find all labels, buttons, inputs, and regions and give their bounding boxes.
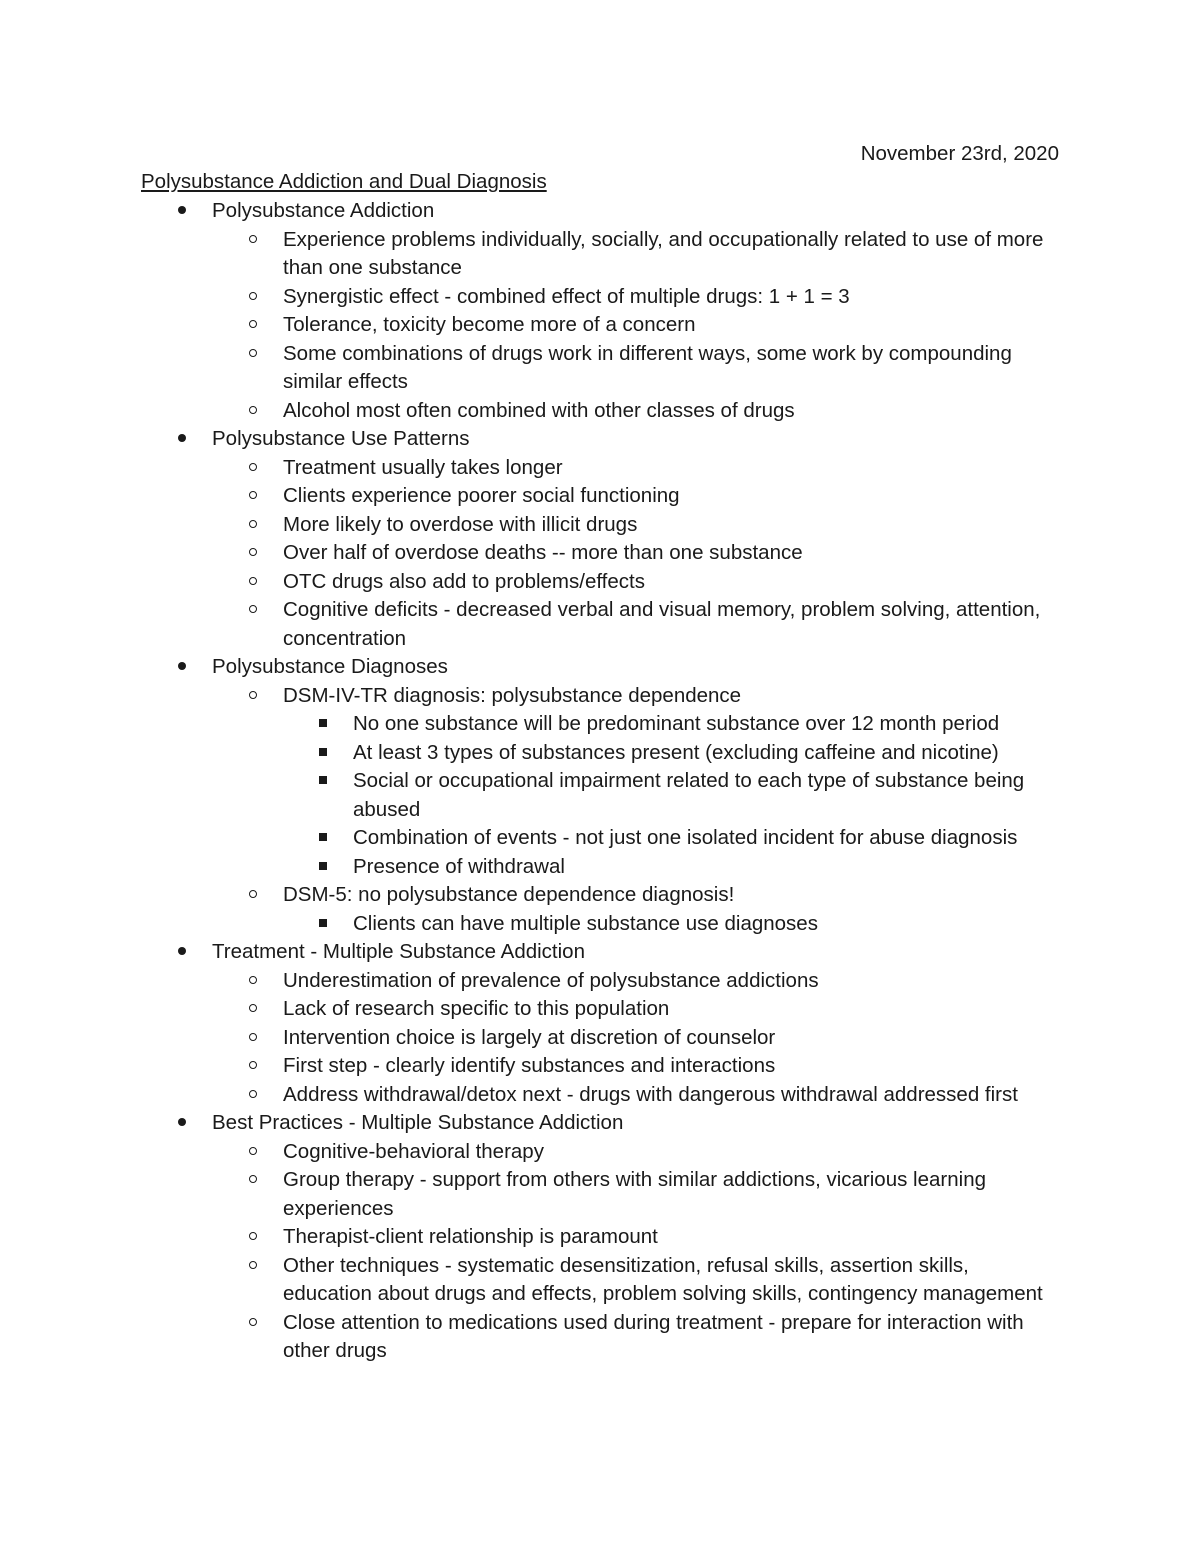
list-item [141,1081,1061,1110]
list-item-text: Tolerance, toxicity become more of a concern [283,313,696,336]
list-item [141,511,1061,540]
list-item [141,1052,1061,1081]
circle-bullet-icon [243,881,263,910]
circle-bullet-icon [243,1081,263,1110]
section-item [141,197,1061,425]
list-item-text: Some combinations of drugs work in different ways, some work by compounding similar effects [283,341,1012,393]
list-item [141,995,1061,1024]
list-item-text: Treatment usually takes longer [283,455,563,479]
list-item [141,1166,1061,1223]
circle-bullet-icon [243,397,263,426]
list-item [141,881,1061,938]
list-item [141,283,1061,312]
list-item-text: Therapist-client relationship is paramount [283,1225,658,1248]
circle-bullet-icon [243,1223,263,1252]
list-item [141,226,1061,283]
list-item [141,682,1061,882]
list-item-text: Underestimation of prevalence of polysubstance addictions [283,968,819,992]
list-item-text: Close attention to medications used during treatment - prepare for interaction with other drugs [283,1310,1024,1362]
circle-bullet-icon [243,1309,263,1338]
section-item [141,653,1061,938]
nested-list-item [141,853,1061,882]
square-bullet-icon [313,824,333,853]
list-item [141,482,1061,511]
circle-bullet-icon [243,995,263,1024]
section-heading: Polysubstance Diagnoses [212,655,448,678]
nested-list-item [141,767,1061,824]
list-item-text: First step - clearly identify substances and interactions [283,1054,776,1077]
circle-bullet-icon [243,1166,263,1195]
list-item [141,1309,1061,1366]
circle-bullet-icon [243,283,263,312]
section-subitems [212,226,1061,426]
list-item-text: DSM-5: no polysubstance dependence diagnosis! [283,883,735,906]
section-subitems [212,454,1061,654]
list-item-text: Over half of overdose deaths -- more than one substance [283,541,803,564]
square-bullet-icon [313,853,333,882]
list-item-text: Synergistic effect - combined effect of multiple drugs: 1 + 1 = 3 [283,284,850,308]
circle-bullet-icon [243,967,263,996]
list-item [141,454,1061,483]
circle-bullet-icon [243,1052,263,1081]
nested-list-item-text: Presence of withdrawal [353,854,565,878]
nested-list-item [141,824,1061,853]
list-item [141,539,1061,568]
list-item [141,311,1061,340]
list-item-text: Intervention choice is largely at discretion of counselor [283,1025,776,1049]
circle-bullet-icon [243,226,263,255]
circle-bullet-icon [243,482,263,511]
circle-bullet-icon [243,454,263,483]
section-heading: Polysubstance Addiction [212,199,435,222]
nested-list-item [141,910,1061,939]
list-item-text: Cognitive deficits - decreased verbal and visual memory, problem solving, attention, concentration [283,598,1041,650]
list-item-text: Address withdrawal/detox next - drugs with dangerous withdrawal addressed first [283,1082,1018,1106]
circle-bullet-icon [243,1138,263,1167]
list-item-text: More likely to overdose with illicit drugs [283,512,638,536]
list-item-text: Clients experience poorer social functioning [283,484,680,507]
nested-list-item-text: Clients can have multiple substance use diagnoses [353,911,818,935]
list-item-text: Experience problems individually, socially, and occupationally related to use of more than one substance [283,227,1044,279]
list-item [141,596,1061,653]
square-bullet-icon [313,910,333,939]
list-item [141,1223,1061,1252]
list-item [141,1138,1061,1167]
nested-list-item-text: Combination of events - not just one isolated incident for abuse diagnosis [353,826,1018,849]
section-item [141,1109,1061,1366]
note-date: November 23rd, 2020 [860,142,1059,165]
list-item-text: Cognitive-behavioral therapy [283,1139,544,1163]
disc-bullet-icon [172,1109,192,1138]
circle-bullet-icon [243,682,263,711]
circle-bullet-icon [243,539,263,568]
section-subitems [212,967,1061,1110]
nested-list-item [141,739,1061,768]
notes-outline [141,197,1061,1366]
list-item-text: DSM-IV-TR diagnosis: polysubstance dependence [283,683,742,707]
square-bullet-icon [313,767,333,796]
circle-bullet-icon [243,568,263,597]
circle-bullet-icon [243,1252,263,1281]
section-heading: Polysubstance Use Patterns [212,427,470,450]
section-heading: Treatment - Multiple Substance Addiction [212,940,585,963]
list-item [141,1024,1061,1053]
list-item [141,340,1061,397]
list-item [141,568,1061,597]
disc-bullet-icon [172,938,192,967]
circle-bullet-icon [243,340,263,369]
section-item [141,425,1061,653]
nested-list [283,710,1061,881]
nested-list-item-text: Social or occupational impairment related to each type of substance being abused [353,769,1025,821]
list-item [141,397,1061,426]
list-item-text: Group therapy - support from others with similar addictions, vicarious learning experiences [283,1168,986,1220]
list-item-text: Other techniques - systematic desensitization, refusal skills, assertion skills, education about drugs and effects, problem solving skills, contingency management [283,1253,1043,1305]
section-subitems [212,682,1061,939]
circle-bullet-icon [243,311,263,340]
document-title: Polysubstance Addiction and Dual Diagnosis [141,170,547,193]
list-item-text: Alcohol most often combined with other classes of drugs [283,398,795,422]
section-heading: Best Practices - Multiple Substance Addiction [212,1111,624,1134]
square-bullet-icon [313,739,333,768]
disc-bullet-icon [172,197,192,226]
list-item-text: OTC drugs also add to problems/effects [283,569,645,593]
circle-bullet-icon [243,511,263,540]
section-item [141,938,1061,1109]
section-subitems [212,1138,1061,1366]
list-item [141,1252,1061,1309]
nested-list [283,910,1061,939]
circle-bullet-icon [243,596,263,625]
list-item [141,967,1061,996]
circle-bullet-icon [243,1024,263,1053]
disc-bullet-icon [172,425,192,454]
list-item-text: Lack of research specific to this population [283,997,670,1020]
nested-list-item-text: At least 3 types of substances present (excluding caffeine and nicotine) [353,740,999,764]
nested-list-item [141,710,1061,739]
square-bullet-icon [313,710,333,739]
nested-list-item-text: No one substance will be predominant substance over 12 month period [353,712,1000,735]
disc-bullet-icon [172,653,192,682]
